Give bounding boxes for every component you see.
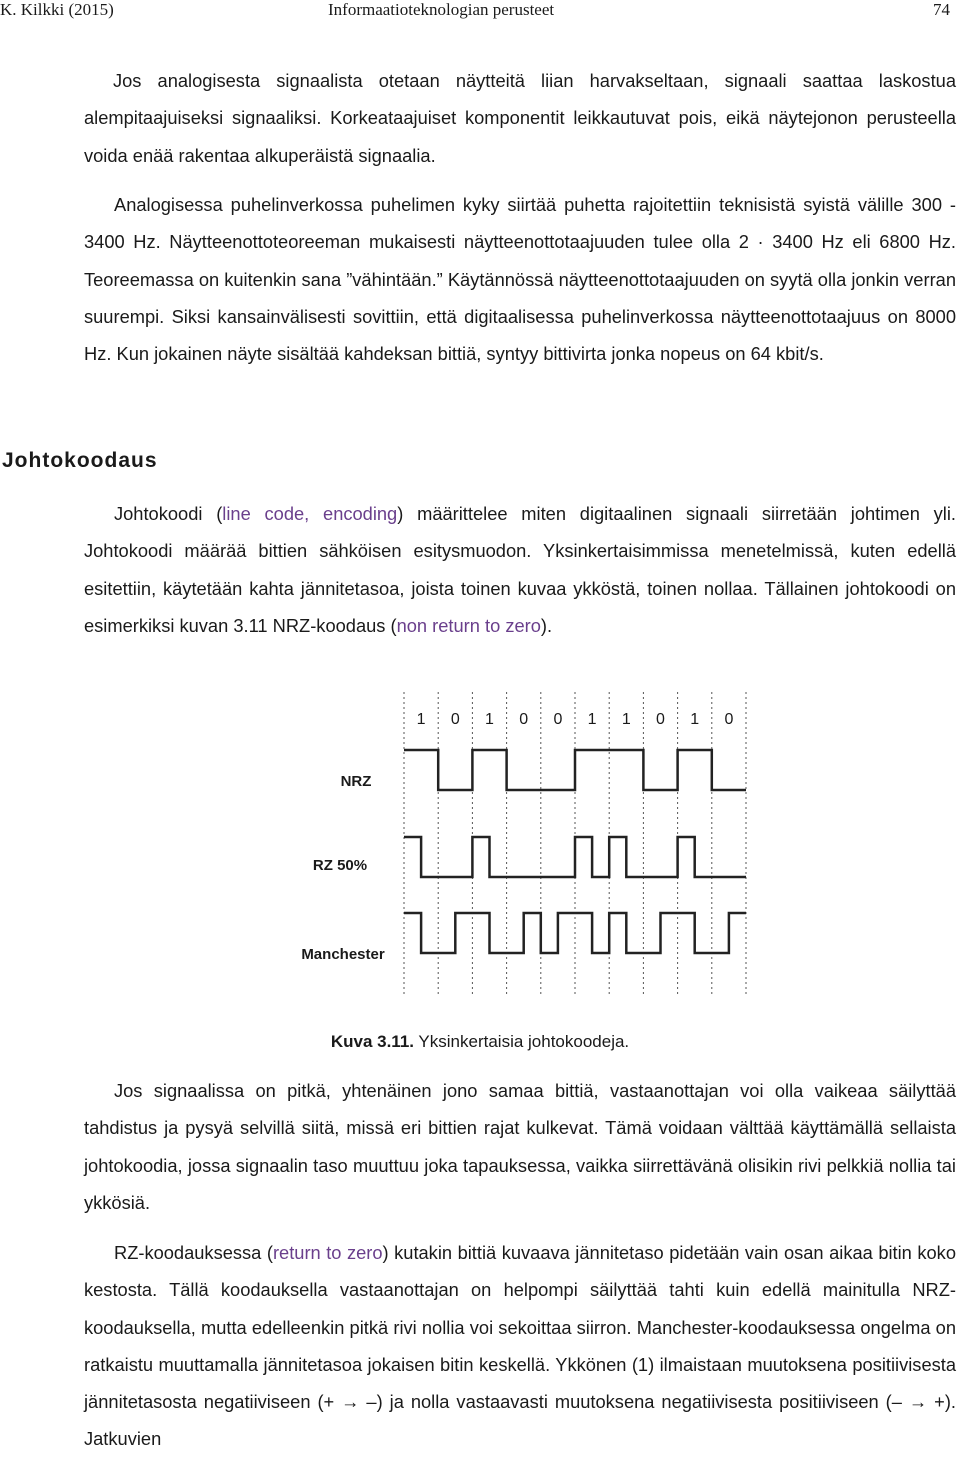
bit-label: 0: [724, 711, 734, 728]
paragraph-synchronization: [84, 1072, 956, 1221]
caption-number: Kuva 3.11.: [330, 1032, 414, 1051]
encoding-row-labels: [301, 773, 385, 963]
paragraph-text: ) kutakin bittiä kuvaava jännitetaso pidetään vain osan aikaa bitin koko kestosta. Tällä koodauksella vastaanottajan on helpompi säilyttää tahti kuin edellä mainitulla NRZ-koodauksella, mutta edelleenkin pitkä rivi nollia voi sekoittaa siirron. Manchester-koodauksessa ongelma on ratkaistu muuttamalla jännitetasoa jokaisen bitin keskellä. Ykkönen (1) ilmaistaan muutoksena positiivisesta jännitetasosta negatiiviseen (+ → –) ja nolla vastaavasti muutoksena negatiivisesta positiiviseen (– → +). Jatkuvien: [84, 1242, 956, 1450]
paragraph-text: Johtokoodi (: [114, 503, 223, 524]
paragraph-text: ) määrittelee miten digitaalinen signaali siirretään johtimen yli. Johtokoodi määrää bittien sähköisen esitysmuodon. Yksinkertaisimmissa menetelmissä, kuten edellä esitettiin, käytetään kahta jännitetasoa, joista toinen kuvaa ykköstä, toinen nollaa. Tällainen johtokoodi on esimerkiksi kuvan 3.11 NRZ-koodaus (: [84, 503, 956, 636]
paragraph-telephone-sampling: [84, 186, 956, 372]
rz-waveform: [404, 837, 746, 877]
paragraph-text: RZ-koodauksessa (: [114, 1242, 273, 1263]
bit-label: 1: [416, 711, 426, 728]
figure-caption: [0, 1032, 960, 1052]
paragraph-text: Jos analogisesta signaalista otetaan näytteitä liian harvakseltaan, signaali saattaa laskostua alempitaajuiseksi signaaliksi. Korkeataajuiset komponentit leikkautuvat pois, eikä näytejonon perusteella voida enää rakentaa alkuperäistä signaalia.: [84, 70, 956, 166]
paragraph-line-code: [84, 495, 956, 644]
paragraph-text: Jos signaalissa on pitkä, yhtenäinen jono samaa bittiä, vastaanottajan voi olla vaikeaa säilyttää tahdistus ja pysyä selvillä siitä, missä eri bittien rajat kulkevat. Tämä voidaan välttää käyttämällä sellaista johtokoodia, jossa signaalin taso muuttuu joka tapauksessa, vaikka siirrettävänä olisikin rivi pelkkiä nollia tai ykkösiä.: [84, 1080, 956, 1213]
paragraph-rz-manchester: [84, 1234, 956, 1458]
caption-text: Yksinkertaisia johtokoodeja.: [418, 1032, 630, 1051]
bit-label: 1: [690, 711, 700, 728]
bit-label: 1: [587, 711, 597, 728]
paragraph-text: ).: [540, 614, 553, 636]
bit-label: 0: [450, 711, 460, 728]
header-page-number: 74: [933, 0, 950, 19]
page-header: [0, 0, 960, 22]
bit-label: 0: [519, 711, 529, 728]
paragraph-aliasing: [84, 62, 956, 174]
header-title: Informaatioteknologian perusteet: [328, 0, 555, 19]
bit-label: 0: [656, 711, 665, 728]
term-link-line-code[interactable]: line code, encoding: [222, 503, 398, 524]
section-heading: Johtokoodaus: [2, 449, 158, 472]
encoding-label: RZ 50%: [312, 857, 368, 874]
term-link-rz[interactable]: return to zero: [272, 1242, 383, 1263]
encoding-label: NRZ: [340, 773, 372, 790]
bit-label: 1: [485, 711, 494, 728]
bit-label: 0: [553, 711, 563, 728]
bit-label: 1: [621, 711, 631, 728]
term-link-nrz[interactable]: non return to zero: [396, 614, 541, 636]
paragraph-text: Analogisessa puhelinverkossa puhelimen kyky siirtää puhetta rajoitettiin teknisistä syistä välille 300 - 3400 Hz. Näytteenottoteoreeman mukaisesti näytteenottotaajuuden tulee olla 2 · 3400 Hz eli 6800 Hz. Teoreemassa on kuitenkin sana ”vähintään.” Käytännössä näytteenottotaajuuden on syytä olla jonkin verran suurempi. Siksi kansainvälisesti sovittiin, että digitaalisessa puhelinverkossa näytteenottotaajuus on 8000 Hz. Kun jokainen näyte sisältää kahdeksan bittiä, syntyy bittivirta jonka nopeus on 64 kbit/s.: [84, 194, 956, 365]
header-author: K. Kilkki (2015): [0, 0, 114, 19]
encoding-label: Manchester: [301, 946, 385, 963]
nrz-waveform: [404, 750, 746, 790]
line-code-figure: [0, 692, 960, 1022]
